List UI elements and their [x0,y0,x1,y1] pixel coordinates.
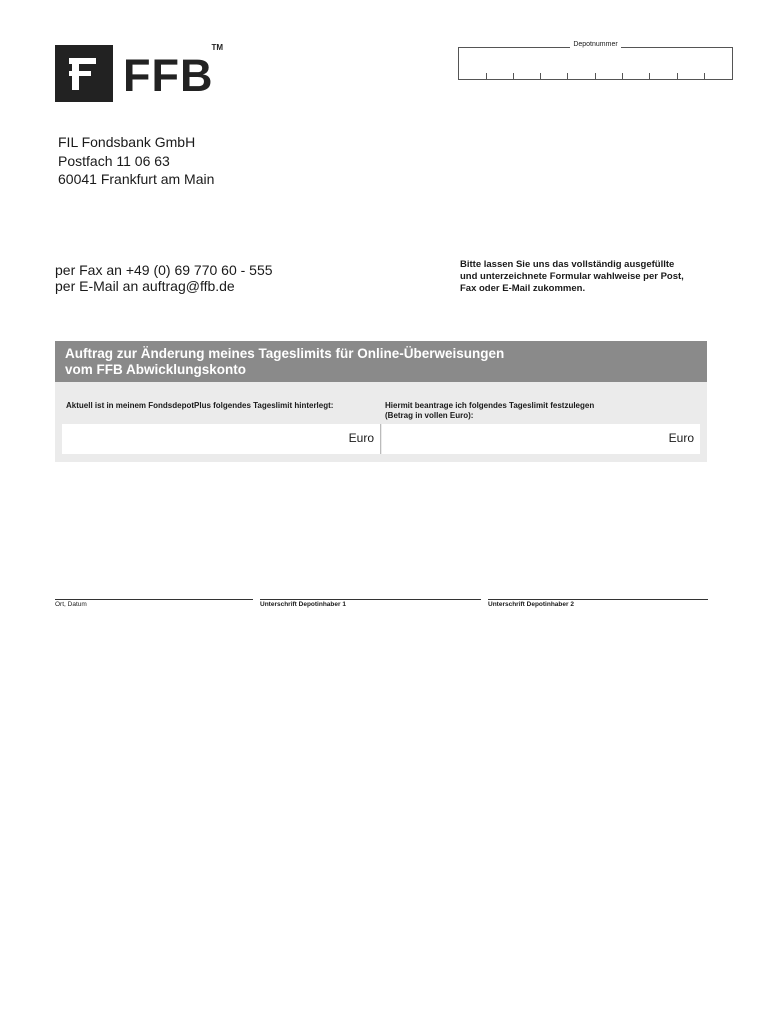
new-limit-unit: Euro [668,431,694,445]
ffb-wordmark: FFB [123,50,214,101]
depot-number-label: Depotnummer [570,41,620,48]
address-line-1: FIL Fondsbank GmbH [58,134,196,150]
recipient-address [58,133,214,189]
ffb-logo [55,45,223,102]
fax-line: per Fax an +49 (0) 69 770 60 - 555 [55,262,273,278]
address-line-2: Postfach 11 06 63 [58,152,170,169]
place-date-line[interactable] [55,599,253,608]
email-line: per E-Mail an auftrag@ffb.de [55,278,235,294]
signature-holder-2-label: Unterschrift Depotinhaber 2 [488,601,574,608]
signature-holder-1-line[interactable] [260,599,481,608]
note-line-2: und unterzeichnete Formular wahlweise per Post, [460,271,684,282]
ffb-logo-mark-icon [55,45,113,102]
note-line-1: Bitte lassen Sie uns das vollständig ausgefüllte [460,259,675,270]
form-title [55,341,707,382]
depot-number-field[interactable] [458,41,733,80]
contact-info [55,262,273,294]
current-limit-input[interactable] [62,424,380,454]
field-divider [380,424,381,454]
place-date-label: Ort, Datum [55,601,87,608]
signature-holder-1-label: Unterschrift Depotinhaber 1 [260,601,346,608]
limit-change-form [55,341,707,462]
note-line-3: Fax oder E-Mail zukommen. [460,283,586,294]
address-line-3: 60041 Frankfurt am Main [58,171,215,187]
form-title-line-2: vom FFB Abwicklungskonto [65,361,247,377]
current-limit-unit: Euro [348,431,374,445]
trademark-symbol: TM [211,43,224,52]
form-title-line-1: Auftrag zur Änderung meines Tageslimits für Online-Überweisungen [65,346,505,361]
new-limit-label [385,401,594,421]
new-limit-input[interactable] [382,424,700,454]
signature-holder-2-line[interactable] [488,599,708,608]
new-limit-label-line-1: Hiermit beantrage ich folgendes Tageslimit festzulegen [385,401,595,410]
current-limit-label: Aktuell ist in meinem FondsdepotPlus folgendes Tageslimit hinterlegt: [66,401,334,410]
new-limit-label-line-2: (Betrag in vollen Euro): [385,411,474,420]
submission-note [460,259,720,295]
